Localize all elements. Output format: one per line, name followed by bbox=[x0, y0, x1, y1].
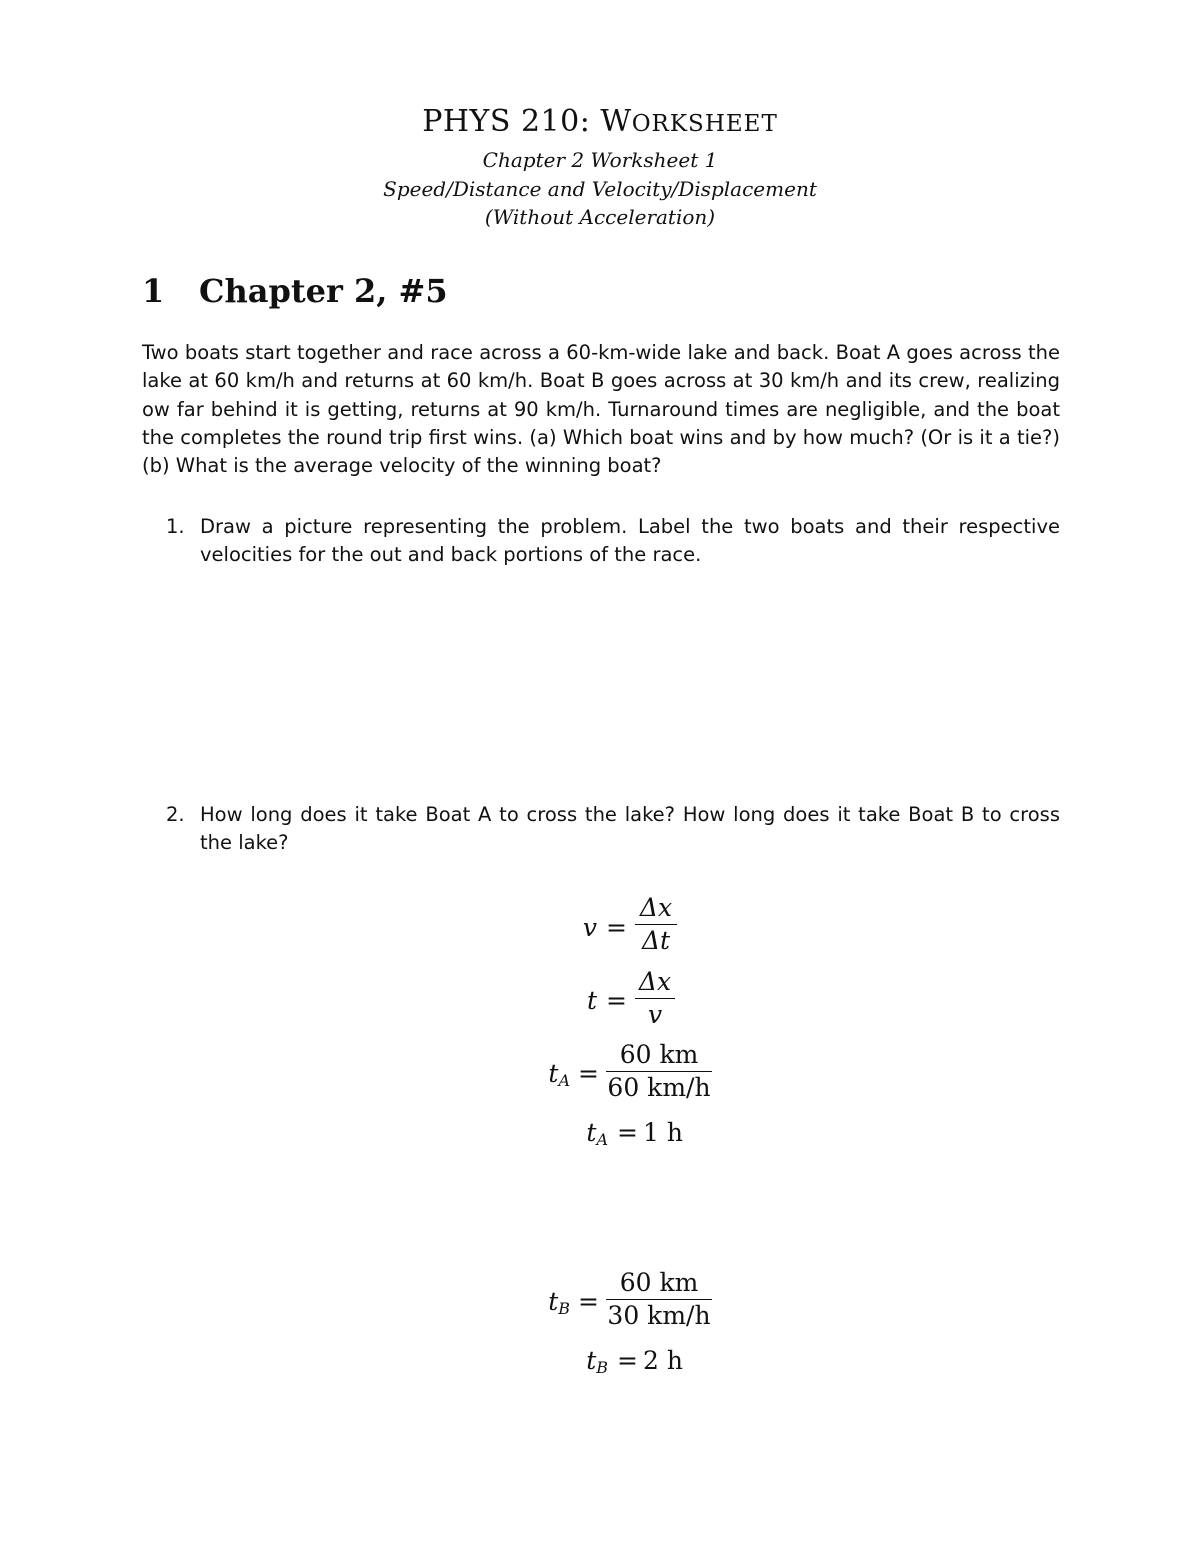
fraction-numerator: Δx bbox=[639, 893, 673, 922]
fraction-numerator: 60 km bbox=[619, 1268, 699, 1297]
equals-sign: = bbox=[578, 1287, 599, 1316]
fraction bbox=[635, 892, 677, 957]
variable-subscript: A bbox=[558, 1071, 570, 1090]
fraction bbox=[635, 966, 675, 1031]
title-word-rest: ORKSHEET bbox=[631, 111, 778, 137]
equation-rhs: 1 h bbox=[643, 1118, 683, 1147]
equation-lhs bbox=[578, 1118, 608, 1149]
equation-result-boat-b bbox=[540, 1346, 760, 1380]
subtitle-note: (Without Acceleration) bbox=[484, 205, 716, 229]
equation-velocity bbox=[540, 892, 740, 964]
equation-result-boat-a bbox=[540, 1118, 760, 1152]
title-word-first: W bbox=[600, 104, 632, 139]
subtitle-worksheet: Chapter 2 Worksheet 1 bbox=[482, 148, 718, 172]
equation-lhs bbox=[540, 1059, 570, 1090]
equation-rhs: 2 h bbox=[643, 1346, 683, 1375]
list-item bbox=[142, 513, 1060, 570]
equation-time bbox=[540, 966, 740, 1038]
variable-subscript: A bbox=[596, 1130, 608, 1149]
equals-sign: = bbox=[606, 986, 627, 1015]
equals-sign: = bbox=[617, 1118, 638, 1147]
section-title: Chapter 2, #5 bbox=[199, 272, 448, 310]
variable-subscript: B bbox=[558, 1299, 570, 1318]
equals-sign: = bbox=[606, 913, 627, 942]
section-number: 1 bbox=[142, 272, 165, 310]
list-marker: 2. bbox=[166, 803, 185, 826]
list-item-text: How long does it take Boat A to cross the lake? How long does it take Boat B to cross the lake? bbox=[200, 803, 1060, 855]
section-heading bbox=[142, 272, 448, 310]
list-item-text: Draw a picture representing the problem. Label the two boats and their respective velocities for the out and back portions of the race. bbox=[200, 515, 1060, 567]
list-marker: 1. bbox=[166, 515, 185, 538]
worksheet-title bbox=[0, 100, 1200, 146]
fraction-denominator: 30 km/h bbox=[607, 1301, 711, 1330]
problem-statement: Two boats start together and race across a 60-km-wide lake and back. Boat A goes across the lake at 60 km/h and returns at 60 km/h. Boat B goes across at 30 km/h and its crew, realizing ow far behind it is getting, returns at 90 km/h. Turnaround times are negligible, and the boat the completes the round trip first wins. (a) Which boat wins and by how much? (Or is it a tie?) (b) What is the average velocity of the winning boat? bbox=[142, 341, 1060, 478]
equation-lhs bbox=[578, 1346, 608, 1377]
equals-sign: = bbox=[617, 1346, 638, 1375]
equation-lhs: t bbox=[586, 986, 597, 1015]
title-prefix: PHYS 210: bbox=[422, 104, 601, 139]
title-block bbox=[0, 100, 1200, 232]
fraction bbox=[606, 1267, 712, 1332]
fraction-denominator: v bbox=[647, 1000, 663, 1029]
fraction-denominator: 60 km/h bbox=[607, 1073, 711, 1102]
list-item bbox=[142, 801, 1060, 858]
fraction-denominator: Δt bbox=[641, 926, 671, 955]
equation-time-boat-b bbox=[540, 1267, 760, 1339]
variable: t bbox=[586, 1118, 597, 1147]
fraction-numerator: Δx bbox=[638, 967, 672, 996]
fraction bbox=[606, 1039, 712, 1104]
equation-lhs bbox=[540, 1287, 570, 1318]
variable: t bbox=[548, 1059, 559, 1088]
variable: t bbox=[548, 1287, 559, 1316]
equals-sign: = bbox=[578, 1059, 599, 1088]
variable: t bbox=[586, 1346, 597, 1375]
equation-lhs: v bbox=[582, 913, 597, 942]
fraction-numerator: 60 km bbox=[619, 1040, 699, 1069]
subtitle-topic: Speed/Distance and Velocity/Displacement bbox=[383, 176, 817, 201]
variable-subscript: B bbox=[596, 1358, 608, 1377]
equation-time-boat-a bbox=[540, 1039, 760, 1111]
